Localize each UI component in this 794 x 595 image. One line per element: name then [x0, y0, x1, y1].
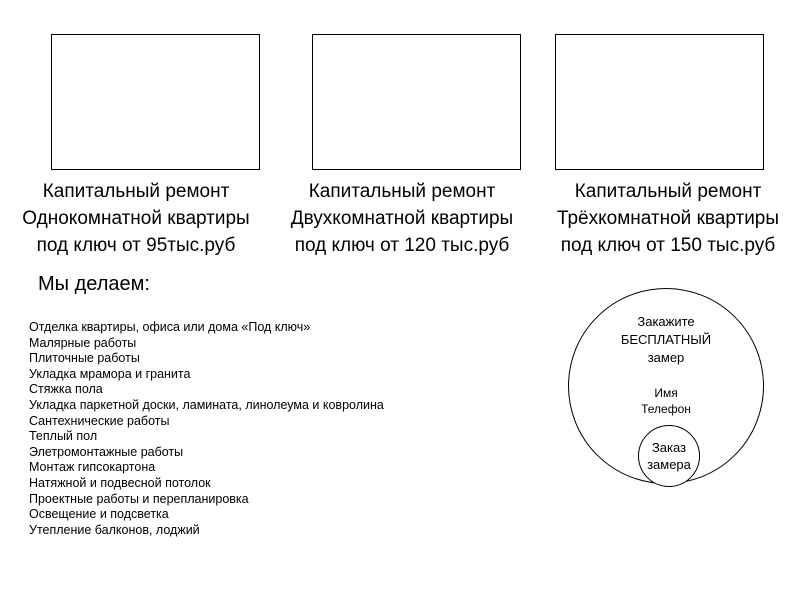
- order-button-label: Заказ: [651, 440, 687, 455]
- free-measurement-form: [568, 288, 764, 484]
- offer-price: под ключ от 120 тыс.руб: [294, 235, 510, 256]
- list-item: Сантехнические работы: [29, 413, 170, 428]
- offer-title: Капитальный ремонт: [308, 181, 496, 202]
- offer-apartment-type: Трёхкомнатной квартиры: [556, 208, 780, 229]
- list-item: Элетромонтажные работы: [29, 444, 184, 459]
- offer-2-caption: [266, 178, 538, 259]
- offer-apartment-type: Двухкомнатной квартиры: [290, 208, 514, 229]
- offer-apartment-type: Однокомнатной квартиры: [22, 208, 250, 229]
- offer-price: под ключ от 95тыс.руб: [36, 235, 236, 256]
- order-measurement-button[interactable]: [638, 425, 700, 487]
- offer-title: Капитальный ремонт: [42, 181, 230, 202]
- list-item: Укладка мрамора и гранита: [29, 366, 191, 381]
- list-item: Монтаж гипсокартона: [29, 460, 156, 475]
- list-item: Освещение и подсветка: [29, 507, 169, 522]
- phone-field[interactable]: Телефон: [641, 402, 691, 416]
- offer-price: под ключ от 150 тыс.руб: [560, 235, 776, 256]
- offer-1-caption: [0, 178, 272, 259]
- order-title-line: БЕСПЛАТНЫЙ: [620, 332, 712, 347]
- service-list: [29, 320, 384, 538]
- list-item: Утепление балконов, лоджий: [29, 522, 200, 537]
- list-item: Проектные работы и перепланировка: [29, 491, 249, 506]
- order-form-title: [569, 313, 763, 367]
- services-heading: Мы делаем:: [38, 273, 150, 295]
- name-field[interactable]: Имя: [654, 386, 678, 400]
- order-form-fields: [569, 385, 763, 417]
- offer-2-image: [312, 34, 521, 170]
- offer-title: Капитальный ремонт: [574, 181, 762, 202]
- offer-3-caption: [532, 178, 794, 259]
- list-item: Отделка квартиры, офиса или дома «Под ключ»: [29, 320, 311, 334]
- offer-3-image: [555, 34, 764, 170]
- order-title-line: Закажите: [637, 314, 695, 329]
- order-title-line: замер: [647, 350, 685, 365]
- list-item: Малярные работы: [29, 335, 137, 350]
- list-item: Теплый пол: [29, 429, 98, 444]
- list-item: Плиточные работы: [29, 351, 140, 366]
- list-item: Натяжной и подвесной потолок: [29, 475, 211, 490]
- list-item: Укладка паркетной доски, ламината, линолеума и ковролина: [29, 397, 384, 412]
- list-item: Стяжка пола: [29, 382, 103, 397]
- offer-1-image: [51, 34, 260, 170]
- order-button-label: замера: [647, 457, 691, 472]
